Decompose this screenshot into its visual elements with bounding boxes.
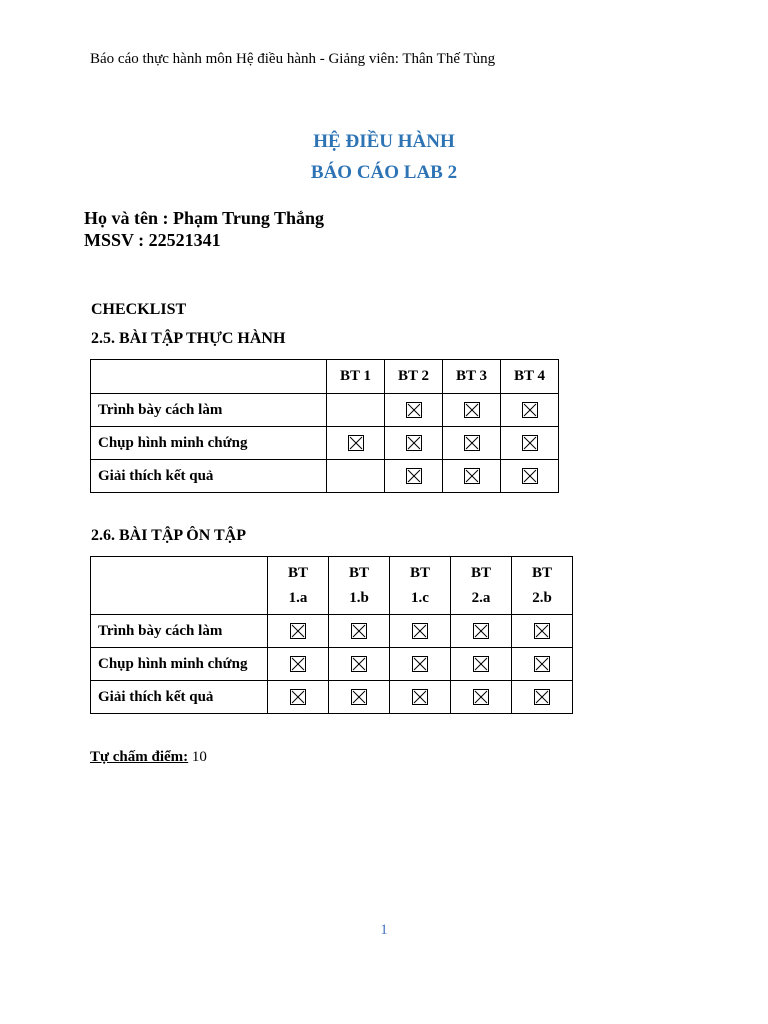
self-score-label: Tự chấm điểm: bbox=[90, 749, 189, 765]
column-header bbox=[390, 557, 451, 615]
review-checklist-table bbox=[90, 556, 573, 714]
table-row bbox=[91, 394, 559, 427]
column-header-line: 2.b bbox=[532, 589, 552, 606]
self-score bbox=[90, 748, 207, 766]
column-header bbox=[512, 557, 573, 615]
check-cell bbox=[451, 648, 512, 681]
checked-box-icon bbox=[534, 623, 550, 639]
self-score-value: 10 bbox=[191, 749, 207, 765]
check-cell bbox=[390, 648, 451, 681]
review-heading: 2.6. BÀI TẬP ÔN TẬP bbox=[91, 527, 246, 544]
check-cell bbox=[512, 615, 573, 648]
checked-box-icon bbox=[406, 468, 422, 484]
checked-box-icon bbox=[351, 689, 367, 705]
checked-box-icon bbox=[290, 623, 306, 639]
table-row bbox=[91, 648, 573, 681]
page-header: Báo cáo thực hành môn Hệ điều hành - Giảng viên: Thân Thế Tùng bbox=[90, 51, 496, 67]
checked-box-icon bbox=[351, 656, 367, 672]
checked-box-icon bbox=[464, 468, 480, 484]
column-header-line: 1.a bbox=[288, 589, 308, 606]
column-header-line: BT bbox=[348, 564, 369, 581]
row-label: Trình bày cách làm bbox=[91, 394, 327, 427]
column-header-line: 1.b bbox=[349, 589, 369, 606]
table-corner-cell bbox=[91, 557, 268, 615]
column-header: BT 4 bbox=[501, 360, 559, 394]
check-cell bbox=[390, 615, 451, 648]
checked-box-icon bbox=[473, 689, 489, 705]
check-cell bbox=[327, 427, 385, 460]
row-label: Chụp hình minh chứng bbox=[91, 427, 327, 460]
check-cell bbox=[443, 427, 501, 460]
checked-box-icon bbox=[464, 435, 480, 451]
checked-box-icon bbox=[522, 435, 538, 451]
check-cell bbox=[390, 681, 451, 714]
row-label: Giải thích kết quả bbox=[91, 681, 268, 714]
check-cell bbox=[385, 427, 443, 460]
checked-box-icon bbox=[290, 689, 306, 705]
check-cell bbox=[443, 394, 501, 427]
column-header bbox=[451, 557, 512, 615]
row-label: Trình bày cách làm bbox=[91, 615, 268, 648]
table-row bbox=[91, 460, 559, 493]
checked-box-icon bbox=[348, 435, 364, 451]
row-label: Chụp hình minh chứng bbox=[91, 648, 268, 681]
column-header-line: BT bbox=[531, 564, 552, 581]
checked-box-icon bbox=[522, 402, 538, 418]
check-cell bbox=[268, 681, 329, 714]
column-header: BT 1 bbox=[327, 360, 385, 394]
check-cell bbox=[512, 681, 573, 714]
check-cell bbox=[329, 681, 390, 714]
checked-box-icon bbox=[473, 656, 489, 672]
check-cell bbox=[385, 394, 443, 427]
column-header-line: 2.a bbox=[471, 589, 491, 606]
check-cell bbox=[268, 615, 329, 648]
column-header bbox=[329, 557, 390, 615]
check-cell bbox=[385, 460, 443, 493]
practice-checklist-table bbox=[90, 359, 559, 493]
document-title: HỆ ĐIỀU HÀNH bbox=[313, 131, 455, 152]
check-cell bbox=[451, 615, 512, 648]
table-header-row bbox=[91, 557, 573, 615]
checklist-heading: CHECKLIST bbox=[91, 301, 187, 318]
checked-box-icon bbox=[464, 402, 480, 418]
checked-box-icon bbox=[290, 656, 306, 672]
check-cell bbox=[501, 427, 559, 460]
table-corner-cell bbox=[91, 360, 327, 394]
checked-box-icon bbox=[406, 435, 422, 451]
check-cell bbox=[512, 648, 573, 681]
column-header: BT 2 bbox=[385, 360, 443, 394]
table-row bbox=[91, 427, 559, 460]
column-header-line: BT bbox=[287, 564, 308, 581]
check-cell bbox=[451, 681, 512, 714]
practice-heading: 2.5. BÀI TẬP THỰC HÀNH bbox=[91, 330, 286, 347]
column-header-line: BT bbox=[470, 564, 491, 581]
check-cell bbox=[329, 615, 390, 648]
student-name: Họ và tên : Phạm Trung Thắng bbox=[84, 208, 325, 228]
column-header: BT 3 bbox=[443, 360, 501, 394]
checked-box-icon bbox=[351, 623, 367, 639]
check-cell bbox=[327, 460, 385, 493]
checked-box-icon bbox=[473, 623, 489, 639]
check-cell bbox=[443, 460, 501, 493]
checked-box-icon bbox=[406, 402, 422, 418]
check-cell bbox=[501, 460, 559, 493]
column-header-line: BT bbox=[409, 564, 430, 581]
column-header-line: 1.c bbox=[411, 589, 429, 606]
table-row bbox=[91, 681, 573, 714]
check-cell bbox=[268, 648, 329, 681]
table-row bbox=[91, 615, 573, 648]
check-cell bbox=[501, 394, 559, 427]
checked-box-icon bbox=[412, 689, 428, 705]
checked-box-icon bbox=[534, 689, 550, 705]
column-header bbox=[268, 557, 329, 615]
document-subtitle: BÁO CÁO LAB 2 bbox=[310, 162, 458, 183]
checked-box-icon bbox=[522, 468, 538, 484]
check-cell bbox=[327, 394, 385, 427]
checked-box-icon bbox=[534, 656, 550, 672]
page-number: 1 bbox=[380, 922, 388, 938]
student-id: MSSV : 22521341 bbox=[84, 230, 221, 250]
checked-box-icon bbox=[412, 623, 428, 639]
table-header-row bbox=[91, 360, 559, 394]
checked-box-icon bbox=[412, 656, 428, 672]
check-cell bbox=[329, 648, 390, 681]
row-label: Giải thích kết quả bbox=[91, 460, 327, 493]
